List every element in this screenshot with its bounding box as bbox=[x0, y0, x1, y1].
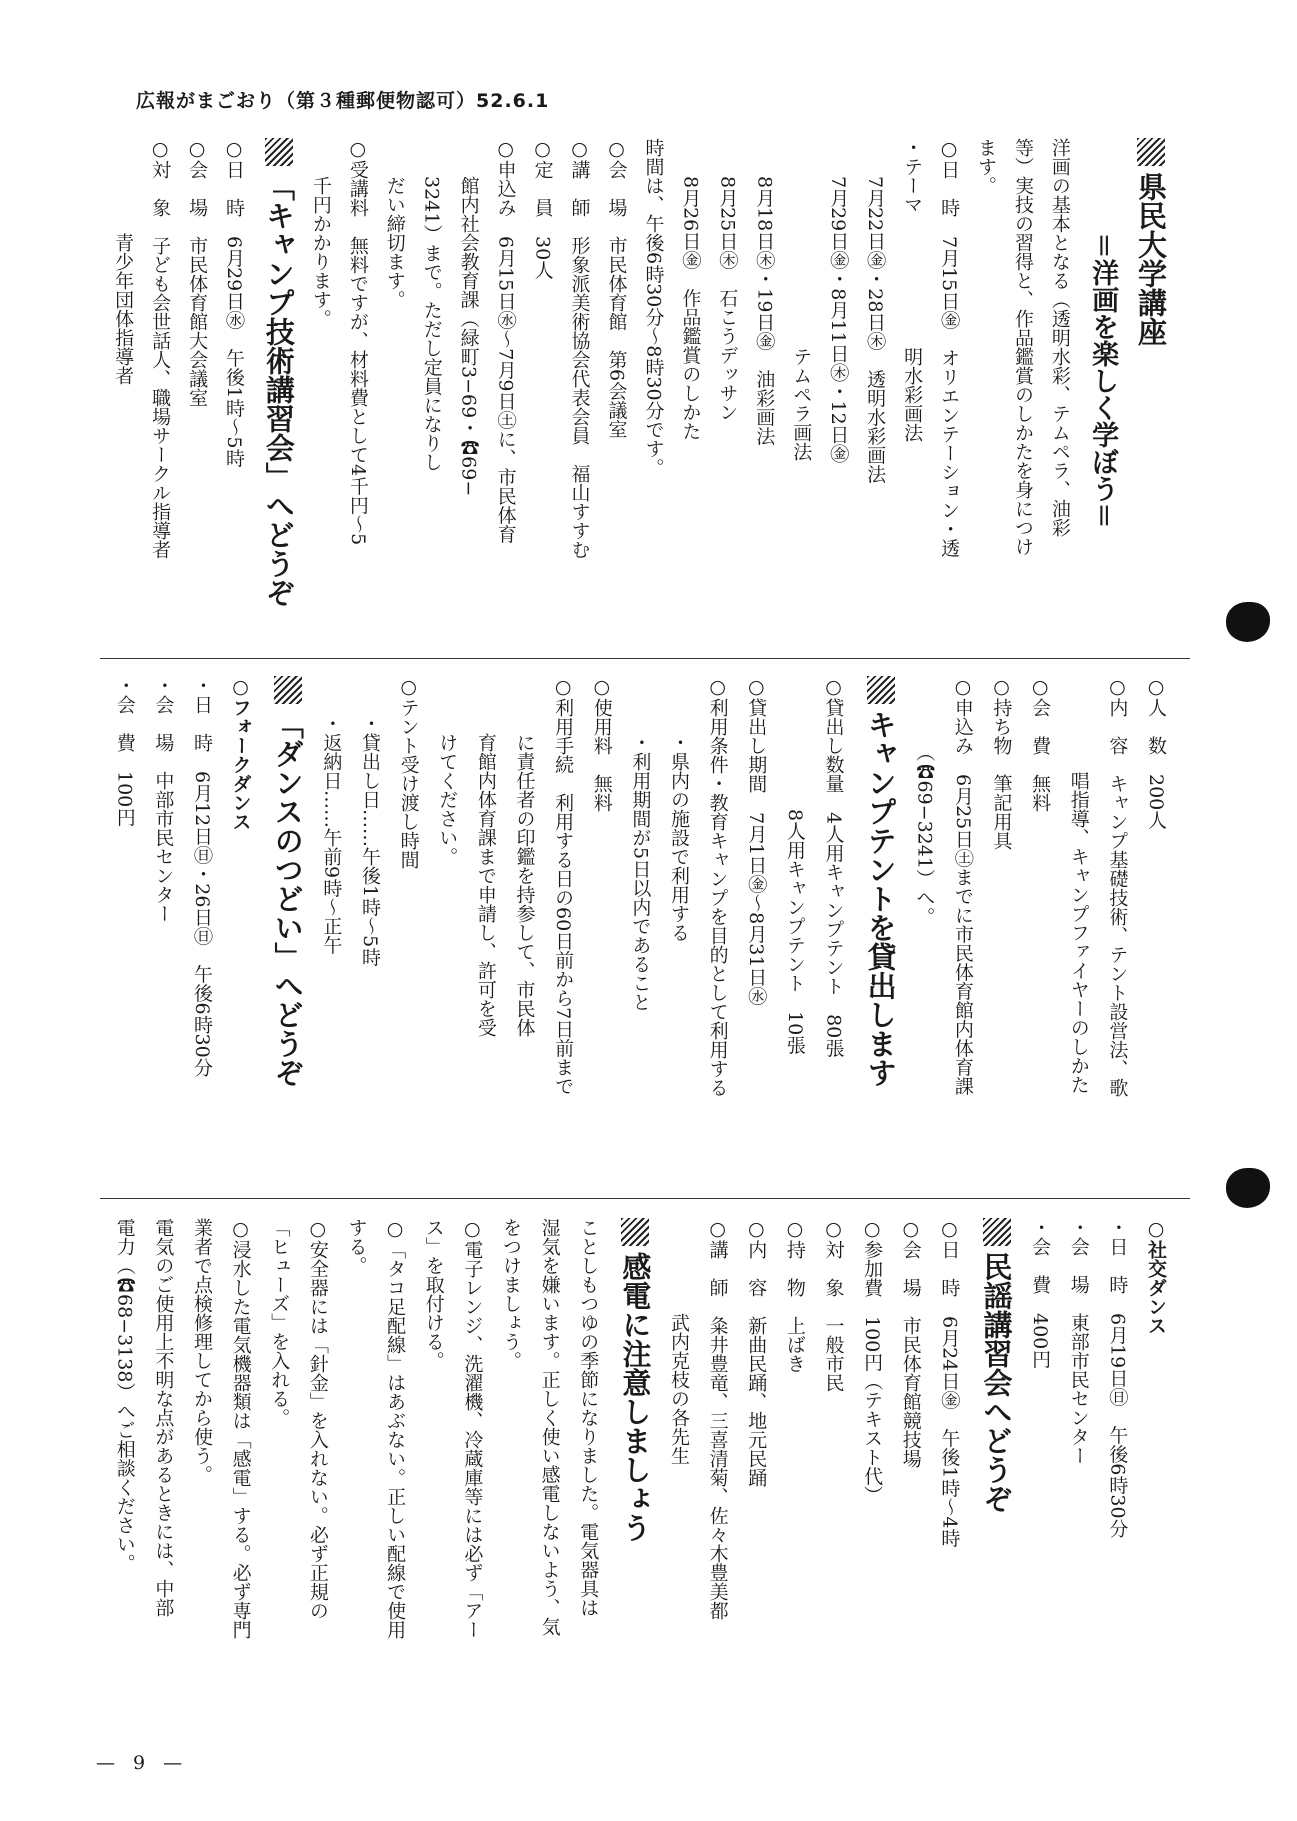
lecture-line: だい締切ます。 bbox=[383, 138, 406, 309]
lecture-line: 8月26日㊎ 作品鑑賞のしかた bbox=[679, 138, 702, 441]
camp-workshop-line: ○対 象 子ども会世話人、職場サークル指導者 bbox=[149, 138, 172, 559]
hatch-mark-icon bbox=[621, 1218, 649, 1246]
lecture-line: 洋画の基本となる（透明水彩、テムペラ、油彩 bbox=[1048, 138, 1071, 537]
camp-workshop-line: ○申込み 6月25日㊏までに市民体育館内体育課 bbox=[951, 676, 974, 1096]
social-dance-line: ・日 時 6月19日㊐ 午後6時30分 bbox=[1106, 1218, 1129, 1538]
binding-hole-mark bbox=[1226, 602, 1270, 642]
lecture-line: 8月25日㊍ 石こうデッサン bbox=[716, 138, 739, 422]
electric-shock-line: ○電子レンジ、洗濯機、冷蔵庫等には必ず「アー bbox=[461, 1218, 484, 1639]
electric-shock-line: 電力（☎68−3138）へご相談ください。 bbox=[113, 1218, 136, 1573]
electric-shock-line: ○「タコ足配線」はあぶない。正しい配線で使用 bbox=[384, 1218, 407, 1639]
lecture-line: 7月22日㊎・28日㊍ 透明水彩画法 bbox=[864, 138, 887, 484]
tent-rental-line: 8人用キャンプテント 10張 bbox=[783, 676, 806, 1055]
tent-rental-line: ○使用料 無料 bbox=[590, 676, 613, 812]
lecture-line: ○日 時 7月15日㊎ オリエンテーション・透 bbox=[938, 138, 961, 558]
tent-rental-title: キャンプテントを貸出します bbox=[851, 676, 903, 1176]
electric-shock-line: をつけましょう。 bbox=[499, 1218, 522, 1370]
lecture-line: 千円かかります。 bbox=[309, 138, 332, 328]
lecture-line: 7月29日㊎・8月11日㊍・12日㊎ bbox=[827, 138, 850, 463]
page-number: — 9 — bbox=[96, 1752, 189, 1774]
lecture-line: 時間は、午後6時30分〜8時30分です。 bbox=[642, 138, 665, 477]
camp-workshop-title: 「キャンプ技術講習会」へどうぞ bbox=[252, 138, 302, 638]
electric-shock-line: 湿気を嫌います。正しく使い感電しないよう、気 bbox=[538, 1218, 561, 1636]
electric-shock-line: ○安全器には「針金」を入れない。必ず正規の bbox=[306, 1218, 329, 1620]
lecture-line: 8月18日㊍・19日㊎ 油彩画法 bbox=[753, 138, 776, 446]
hatch-mark-icon bbox=[1137, 138, 1165, 166]
tent-rental-line: ○利用条件・教育キャンプを目的として利用する bbox=[706, 676, 729, 1097]
camp-workshop-line: ○人 数 200人 bbox=[1145, 676, 1167, 830]
top-section bbox=[104, 138, 1174, 638]
camp-workshop-line: ○会 費 無料 bbox=[1029, 676, 1052, 812]
lecture-line: 3241）まで。ただし定員になりし bbox=[420, 138, 443, 472]
lecture-line: ○会 場 市民体育館 第6会議室 bbox=[605, 138, 628, 439]
lecture-line: テムペラ画法 bbox=[790, 138, 813, 461]
electric-shock-line: 「ヒューズ」を入れる。 bbox=[268, 1218, 291, 1427]
section-divider bbox=[100, 658, 1190, 659]
tent-rental-line: ○貸出し数量 4人用キャンプテント 80張 bbox=[822, 676, 845, 1058]
camp-workshop-line: 唱指導、キャンプファイヤーのしかた bbox=[1067, 676, 1090, 1094]
tent-rental-line: 育館内体育課まで申請し、許可を受 bbox=[474, 676, 497, 1037]
tent-rental-line: ・利用期間が5日以内であること bbox=[629, 676, 652, 1012]
tent-rental-line: ○テント受け渡し時間 bbox=[397, 676, 420, 869]
folk-dance-line: ・会 費 100円 bbox=[113, 676, 136, 827]
hatch-mark-icon bbox=[274, 676, 302, 704]
social-dance-line: ・会 場 東部市民センター bbox=[1067, 1218, 1090, 1465]
social-dance-label: ○社交ダンス bbox=[1145, 1218, 1167, 1335]
tent-rental-line: ○貸出し期間 7月1日㊎〜8月31日㊌ bbox=[745, 676, 768, 1006]
binding-hole-mark bbox=[1226, 1168, 1270, 1208]
social-dance-line: ・会 費 400円 bbox=[1029, 1218, 1052, 1369]
lecture-line: 等）実技の習得と、作品鑑賞のしかたを身につけ bbox=[1011, 138, 1034, 556]
lecture-title: 県民大学講座 bbox=[1124, 138, 1174, 618]
lecture-line: ・テーマ 明水彩画法 bbox=[901, 138, 924, 442]
minyo-line: ○会 場 市民体育館競技場 bbox=[899, 1218, 922, 1468]
minyo-line: ○参加費 100円（テキスト代） bbox=[861, 1218, 884, 1505]
hatch-mark-icon bbox=[867, 676, 895, 704]
camp-workshop-line: 青少年団体指導者 bbox=[112, 138, 135, 385]
page-header: 広報がまごおり（第３種郵便物認可）52.6.1 bbox=[136, 90, 550, 112]
electric-shock-line: ことしもつゆの季節になりました。電気器具は bbox=[577, 1218, 600, 1617]
bottom-section bbox=[104, 1218, 1174, 1733]
lecture-subtitle: ＝洋画を楽しく学ぼう＝ bbox=[1087, 232, 1119, 529]
minyo-title: 民謡講習会へどうぞ bbox=[967, 1218, 1019, 1733]
folk-dance-label: ○フォークダンス bbox=[229, 676, 252, 831]
electric-shock-line: ス」を取付ける。 bbox=[422, 1218, 445, 1370]
tent-rental-line: ・県内の施設で利用する bbox=[667, 676, 690, 942]
tent-rental-line: けてください。 bbox=[436, 676, 459, 866]
hatch-mark-icon bbox=[265, 138, 293, 166]
middle-section bbox=[104, 676, 1174, 1176]
tent-rental-line: ○利用手続 利用する日の60日前から7日前まで bbox=[552, 676, 575, 1096]
dance-title: 「ダンスのつどい」へどうぞ bbox=[259, 676, 311, 1176]
minyo-line: 武内克枝の各先生 bbox=[667, 1218, 690, 1465]
electric-shock-line: ○浸水した電気機器類は「感電」する。必ず専門 bbox=[229, 1218, 252, 1639]
tent-rental-line: ・貸出し日……午後1時〜5時 bbox=[358, 676, 381, 967]
lecture-line: 館内社会教育課（緑町3−69・☎69− bbox=[457, 138, 480, 497]
lecture-line: ○講 師 形象派美術協会代表会員 福山すすむ bbox=[568, 138, 591, 559]
tent-rental-line: に責任者の印鑑を持参して、市民体 bbox=[513, 676, 536, 1037]
minyo-line: ○内 容 新曲民踊、地元民踊 bbox=[745, 1218, 768, 1487]
lecture-line: ○定 員 30人 bbox=[531, 138, 554, 280]
camp-workshop-line: ○会 場 市民体育館大会議室 bbox=[186, 138, 209, 407]
camp-workshop-line: （☎69−3241）へ。 bbox=[913, 676, 936, 926]
minyo-line: ○日 時 6月24日㊎ 午後1時〜4時 bbox=[938, 1218, 961, 1548]
section-divider bbox=[100, 1198, 1190, 1199]
minyo-line: ○対 象 一般市民 bbox=[822, 1218, 845, 1392]
electric-shock-line: 業者で点検修理してから使う。 bbox=[190, 1218, 213, 1484]
camp-workshop-line: ○持ち物 筆記用具 bbox=[990, 676, 1013, 850]
camp-workshop-line: ○内 容 キャンプ基礎技術、テント設営法、歌 bbox=[1106, 676, 1129, 1097]
tent-rental-line: ・返納日……午前9時〜正午 bbox=[320, 676, 343, 955]
electric-shock-title: 感電に注意しましょう bbox=[606, 1218, 658, 1733]
folk-dance-line: ・日 時 6月12日㊐・26日㊐ 午後6時30分 bbox=[190, 676, 213, 1077]
minyo-line: ○講 師 粂井豊竜、三喜清菊、佐々木豊美都 bbox=[706, 1218, 729, 1620]
minyo-line: ○持 物 上ばき bbox=[783, 1218, 806, 1373]
electric-shock-line: する。 bbox=[345, 1218, 368, 1275]
folk-dance-line: ・会 場 中部市民センター bbox=[152, 676, 175, 923]
lecture-line: ○申込み 6月15日㊌〜7月9日㊏に、市民体育 bbox=[494, 138, 517, 544]
hatch-mark-icon bbox=[983, 1218, 1011, 1246]
lecture-line: ます。 bbox=[975, 138, 998, 195]
camp-workshop-line: ○日 時 6月29日㊌ 午後1時〜5時 bbox=[223, 138, 246, 468]
lecture-line: ○受講料 無料ですが、材料費として4千円〜5 bbox=[346, 138, 369, 546]
electric-shock-line: 電気のご使用上不明な点があるときには、中部 bbox=[152, 1218, 175, 1617]
